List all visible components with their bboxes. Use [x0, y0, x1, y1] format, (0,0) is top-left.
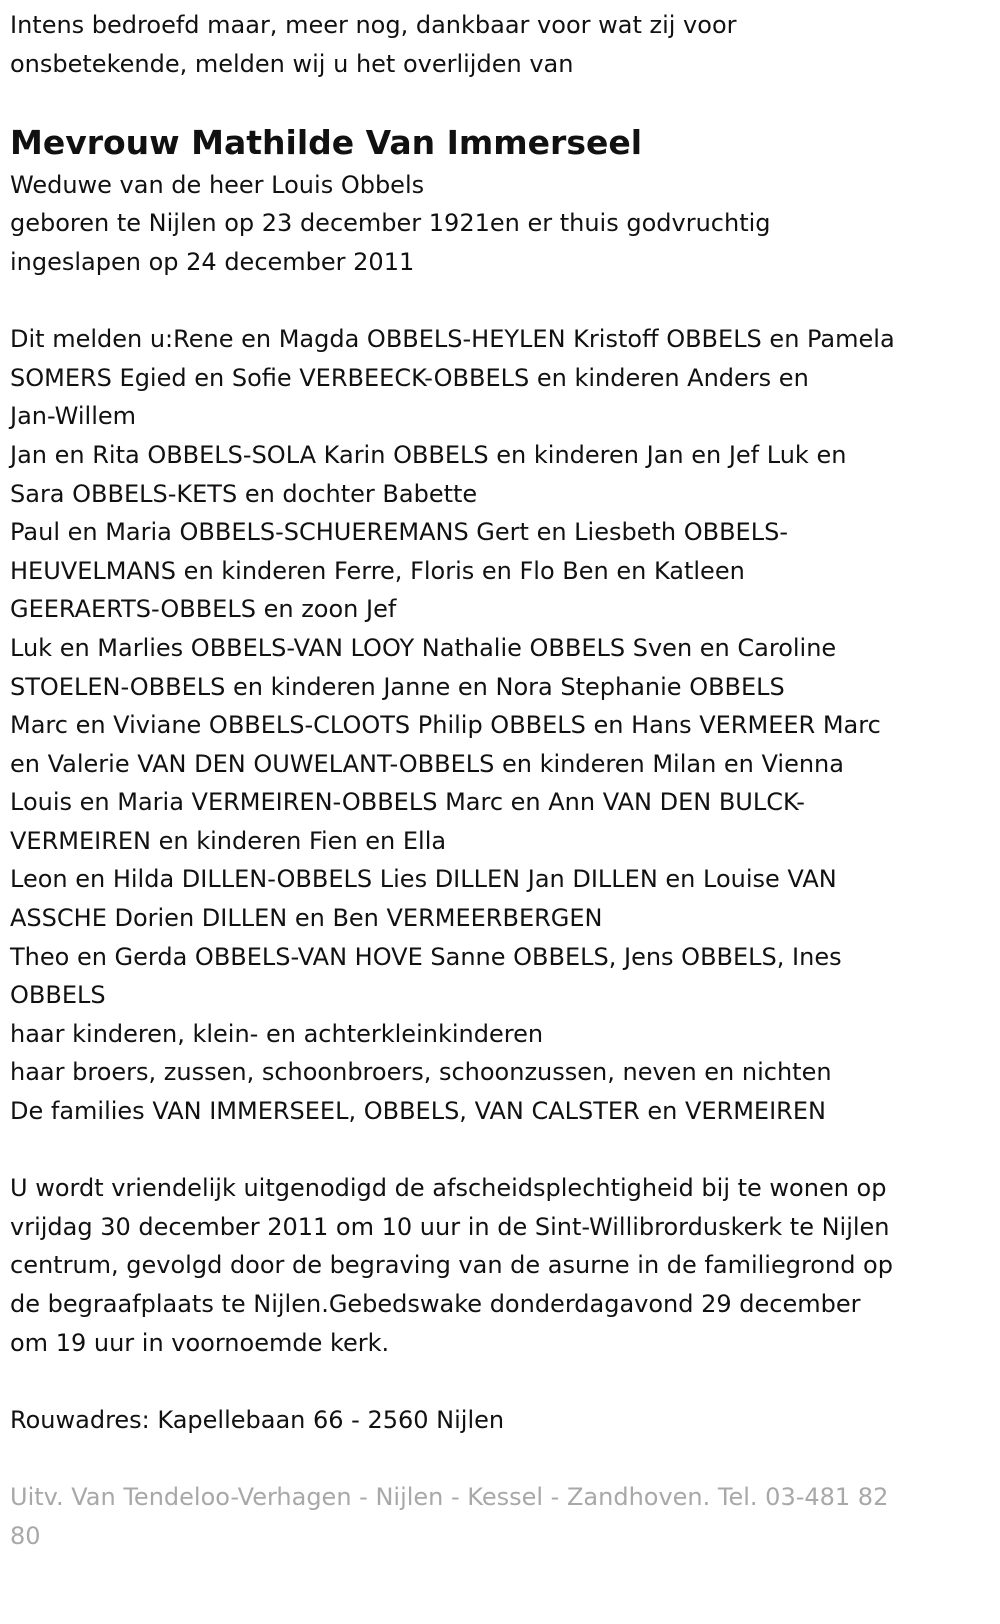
mourning-address: Rouwadres: Kapellebaan 66 - 2560 Nijlen [10, 1405, 505, 1434]
text-line: centrum, gevolgd door de begraving van de asurne in de familiegrond op [10, 1251, 893, 1280]
text-line: Jan en Rita OBBELS-SOLA Karin OBBELS en kinderen Jan en Jef Luk en [10, 440, 847, 469]
text-line: Paul en Maria OBBELS-SCHUEREMANS Gert en Liesbeth OBBELS- [10, 518, 788, 547]
text-line: Intens bedroefd maar, meer nog, dankbaar voor wat zij voor [10, 11, 737, 39]
text-line: Marc en Viviane OBBELS-CLOOTS Philip OBBELS en Hans VERMEER Marc [10, 711, 881, 740]
undertaker-footer [10, 1478, 995, 1555]
text-line: Theo en Gerda OBBELS-VAN HOVE Sanne OBBELS, Jens OBBELS, Ines [10, 942, 842, 971]
text-line: om 19 uur in voornoemde kerk. [10, 1328, 390, 1357]
text-line: en Valerie VAN DEN OUWELANT-OBBELS en kinderen Milan en Vienna [10, 749, 844, 778]
text-line: de begraafplaats te Nijlen.Gebedswake donderdagavond 29 december [10, 1290, 861, 1318]
text-line: Dit melden u:Rene en Magda OBBELS-HEYLEN Kristoff OBBELS en Pamela [10, 325, 895, 354]
text-line: GEERAERTS-OBBELS en zoon Jef [10, 595, 397, 624]
text-line: Luk en Marlies OBBELS-VAN LOOY Nathalie OBBELS Sven en Caroline [10, 633, 837, 662]
text-line: De families VAN IMMERSEEL, OBBELS, VAN CALSTER en VERMEIREN [10, 1097, 826, 1126]
family-list [10, 320, 995, 1130]
text-line: haar broers, zussen, schoonbroers, schoonzussen, neven en nichten [10, 1058, 832, 1087]
text-line: ingeslapen op 24 december 2011 [10, 247, 415, 276]
text-line: SOMERS Egied en Sofie VERBEECK-OBBELS en kinderen Anders en [10, 363, 809, 392]
text-line: U wordt vriendelijk uitgenodigd de afscheidsplechtigheid bij te wonen op [10, 1174, 887, 1203]
text-line: 80 [10, 1521, 41, 1550]
text-line: HEUVELMANS en kinderen Ferre, Floris en Flo Ben en Katleen [10, 556, 745, 585]
text-line: ASSCHE Dorien DILLEN en Ben VERMEERBERGEN [10, 904, 603, 933]
text-line: Uitv. Van Tendeloo-Verhagen - Nijlen - Kessel - Zandhoven. Tel. 03-481 82 [10, 1482, 889, 1511]
text-line: haar kinderen, klein- en achterkleinkinderen [10, 1019, 544, 1048]
deceased-name: Mevrouw Mathilde Van Immerseel [10, 122, 643, 162]
details [10, 166, 995, 282]
text-line: vrijdag 30 december 2011 om 10 uur in de Sint-Willibrorduskerk te Nijlen [10, 1212, 890, 1241]
text-line: Leon en Hilda DILLEN-OBBELS Lies DILLEN Jan DILLEN en Louise VAN [10, 865, 837, 894]
text-line: STOELEN-OBBELS en kinderen Janne en Nora Stephanie OBBELS [10, 672, 785, 701]
text-line: onsbetekende, melden wij u het overlijden van [10, 49, 574, 78]
text-line: OBBELS [10, 981, 106, 1010]
text-line: VERMEIREN en kinderen Fien en Ella [10, 826, 447, 855]
text-line: Louis en Maria VERMEIREN-OBBELS Marc en Ann VAN DEN BULCK- [10, 788, 805, 817]
obituary-document [10, 6, 995, 1555]
text-line: Weduwe van de heer Louis Obbels [10, 170, 425, 199]
text-line: geboren te Nijlen op 23 december 1921en er thuis godvruchtig [10, 209, 771, 238]
text-line: Jan-Willem [10, 402, 137, 431]
ceremony-info [10, 1169, 995, 1362]
intro-text [10, 6, 995, 83]
text-line: Sara OBBELS-KETS en dochter Babette [10, 479, 478, 508]
